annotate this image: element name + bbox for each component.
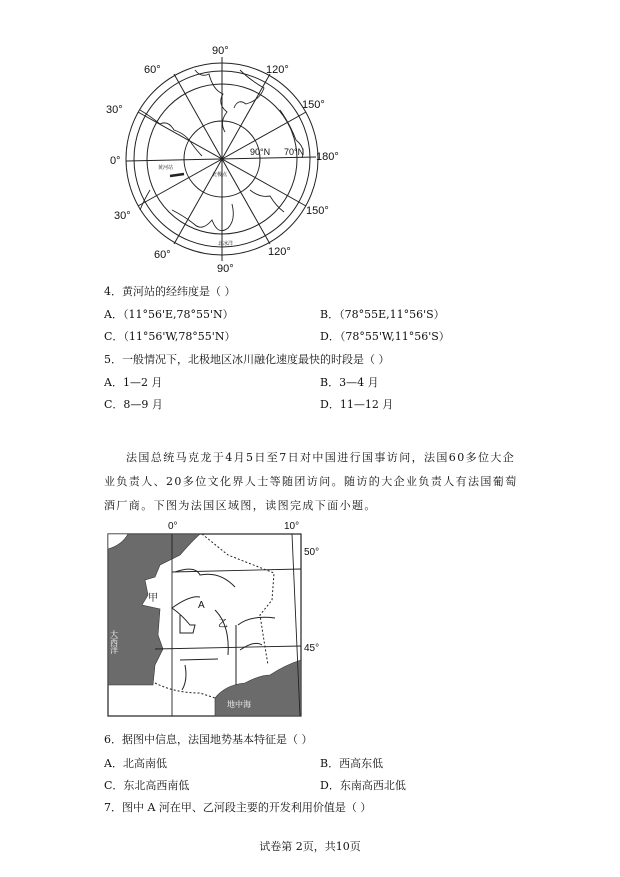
question-6-option-a[interactable]: A．北高南低 xyxy=(104,757,167,770)
arctic-polar-map xyxy=(100,40,360,280)
question-6-option-d[interactable]: D．东南高西北低 xyxy=(320,779,406,792)
lon-label-0: 0° xyxy=(168,521,178,532)
lon-label-120-bottom: 120° xyxy=(268,246,291,258)
lon-label-120-top: 120° xyxy=(266,64,289,76)
lon-label-150-top: 150° xyxy=(302,99,325,111)
lon-label-0: 0° xyxy=(110,155,121,167)
lon-label-180: 180° xyxy=(316,151,339,163)
lat-label-50: 50° xyxy=(304,547,320,558)
question-6-option-c[interactable]: C．东北高西南低 xyxy=(104,779,190,792)
question-4-stem: 4．黄河站的经纬度是（ ） xyxy=(104,285,236,298)
label-yi: 乙 xyxy=(218,619,228,630)
question-4-option-b[interactable]: B．（78°55E,11°56'S） xyxy=(320,308,445,321)
reading-passage: 法国总统马克龙于4月5日至7日对中国进行国事访问，法国60多位大企业负责人、20多位文化界人士等随团访问。随访的大企业负责人有法国葡萄酒厂商。下图为法国区域图，读图完成下面小题。 xyxy=(104,451,518,512)
label-huanghe-station: 黄河站 xyxy=(158,165,174,171)
question-5-option-b[interactable]: B．3—4 月 xyxy=(320,376,379,389)
question-5-option-c[interactable]: C．8—9 月 xyxy=(104,398,163,411)
france-region-map xyxy=(100,515,330,720)
question-4-option-a[interactable]: A．（11°56'E,78°55'N） xyxy=(104,308,234,321)
label-north-pole: 北极点 xyxy=(212,172,228,178)
lat-label-70n: 70°N xyxy=(284,147,305,157)
label-jia: 甲 xyxy=(148,593,158,604)
lat-label-90n: 90°N xyxy=(250,147,271,157)
lon-label-30-bottom: 30° xyxy=(114,210,131,222)
lon-label-150-bottom: 150° xyxy=(306,205,329,217)
question-6-stem: 6．据图中信息，法国地势基本特征是（ ） xyxy=(104,733,313,746)
label-atlantic: 大西洋 xyxy=(109,630,119,654)
label-arctic-ocean: 北冰洋 xyxy=(218,241,234,247)
question-5-option-d[interactable]: D．11—12 月 xyxy=(320,398,394,411)
lon-label-60-bottom: 60° xyxy=(154,249,171,261)
question-4-option-c[interactable]: C．（11°56'W,78°55'N） xyxy=(104,330,236,343)
lon-label-10: 10° xyxy=(284,521,300,532)
question-6-option-b[interactable]: B．西高东低 xyxy=(320,757,384,770)
question-4-option-d[interactable]: D．（78°55'W,11°56'S） xyxy=(320,330,450,343)
question-5-stem: 5．一般情况下，北极地区冰川融化速度最快的时段是（ ） xyxy=(104,353,390,366)
lon-label-60-top: 60° xyxy=(144,64,161,76)
page-footer: 试卷第 2页，共10页 xyxy=(259,840,361,853)
lon-label-90-top: 90° xyxy=(212,45,229,57)
label-river-a: A xyxy=(198,600,205,611)
lon-label-90-bottom: 90° xyxy=(217,263,234,275)
question-5-option-a[interactable]: A．1—2 月 xyxy=(104,376,163,389)
question-7-stem: 7．图中 A 河在甲、乙河段主要的开发利用价值是（ ） xyxy=(104,801,372,814)
label-mediterranean: 地中海 xyxy=(227,700,251,709)
lon-label-30-top: 30° xyxy=(106,104,123,116)
lat-label-45: 45° xyxy=(304,643,320,654)
